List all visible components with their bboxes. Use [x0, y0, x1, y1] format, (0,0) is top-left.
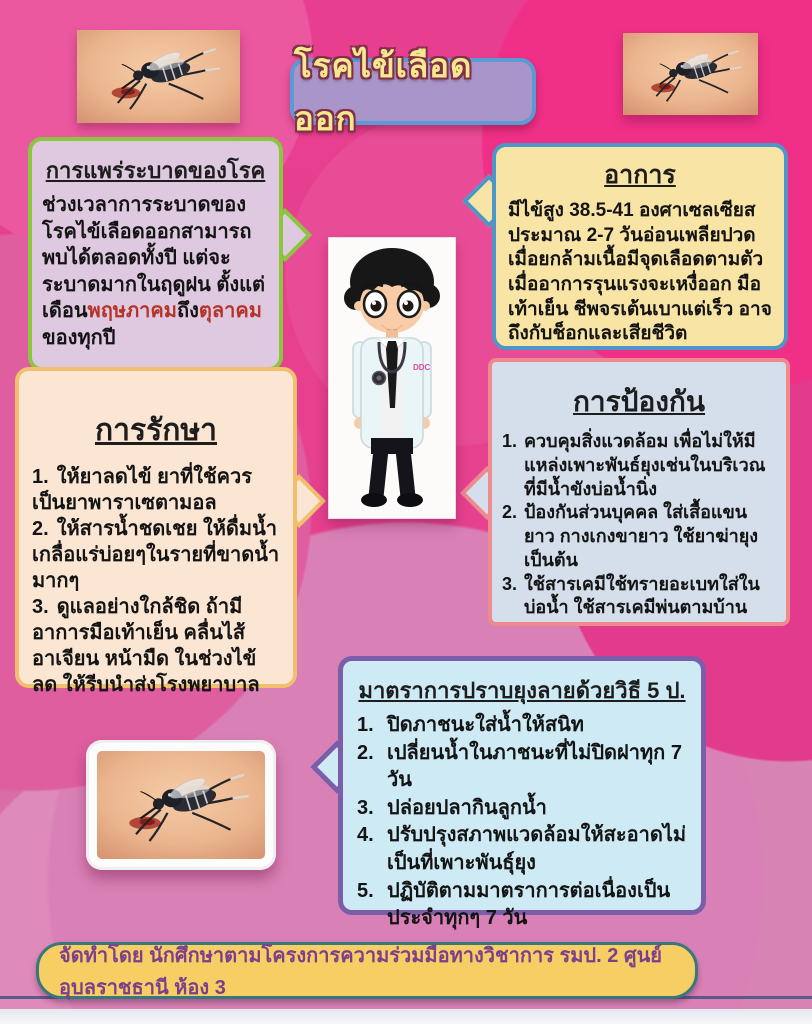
- measures-item: [357, 712, 687, 740]
- prevention-item-number: 3.: [502, 573, 518, 594]
- prevention-item-text: ป้องกันส่วนบุคคล ใส่เสื้อแขนยาว กางเกงขายาว ใช้ยาฆ่ายุง เป็นต้น: [524, 502, 759, 570]
- measures-item-text: เปลี่ยนน้ำในภาชนะที่ไม่ปิดฝาทุก 7 วัน: [387, 741, 682, 792]
- prevention-item: [502, 501, 776, 572]
- spread-heading: การแพร่ระบาดของโรค: [45, 158, 266, 183]
- page-bottom-edge: [0, 1009, 812, 1024]
- measures-item: [357, 795, 687, 823]
- doctor-badge-text: DDC: [413, 363, 431, 372]
- measures-section: [338, 656, 706, 930]
- spread-body-prefix: ช่วงเวลาการระบาดของโรคไข้เลือดออกสามารถพบได้ตลอดทั้งปี แต่จะระบาดมากในฤดูฝน ตั้งแต่เดือน: [42, 194, 266, 323]
- measures-item: [357, 822, 687, 877]
- mosquito-icon: [77, 30, 240, 123]
- doctor-illustration-panel: [328, 237, 456, 519]
- mosquito-icon: [97, 751, 265, 859]
- treatment-item-text: ให้สารน้ำชดเชย ให้ดื่มน้ำเกลื่อแร่บ่อยๆในรายที่ขาดน้ำมากๆ: [32, 518, 280, 592]
- mosquito-photo-top-right: [623, 33, 758, 115]
- spread-body: [42, 192, 269, 352]
- treatment-item-number: 3.: [32, 596, 49, 618]
- treatment-heading: การรักษา: [94, 414, 218, 447]
- measures-item: [357, 878, 687, 933]
- prevention-item: [502, 430, 776, 501]
- prevention-item-number: 1.: [502, 431, 518, 451]
- treatment-item-number: 1.: [32, 466, 49, 488]
- measures-item-number: 1.: [357, 714, 374, 736]
- treatment-item-text: ดูแลอย่างใกล้ชิด ถ้ามีอาการมือเท้าเย็น คลื่นไส้ อาเจียน หน้ามืด ในช่วงไข้ลด ให้รีบนำส่งโรงพยาบาล: [32, 596, 260, 696]
- measures-item-number: 2.: [357, 741, 374, 764]
- prevention-item-number: 2.: [502, 502, 518, 523]
- spread-body-suffix: ของทุกปี: [42, 326, 116, 349]
- spread-month-end: ตุลาคม: [198, 300, 262, 323]
- credit-text: จัดทำโดย นักศึกษาตามโครงการความร่วมมือทางวิชาการ รมป. 2 ศูนย์อุบลราชธานี ห้อง 3: [59, 944, 662, 999]
- spread-section: [28, 137, 283, 371]
- treatment-item-text: ให้ยาลดไข้ ยาที่ใช้ควรเป็นยาพาราเซตามอล: [32, 466, 252, 514]
- prevention-item: [502, 573, 776, 621]
- prevention-section: [488, 358, 790, 626]
- treatment-item: [32, 516, 280, 594]
- spread-month-start: พฤษภาคม: [87, 300, 177, 323]
- measures-item-number: 5.: [357, 879, 374, 902]
- treatment-item: [32, 464, 280, 516]
- measures-item: [357, 740, 687, 795]
- treatment-item-number: 2.: [32, 518, 49, 540]
- measures-heading: มาตราการปราบยุงลายด้วยวิธี 5 ป.: [358, 678, 686, 703]
- symptoms-heading: อาการ: [604, 161, 676, 189]
- prevention-heading: การป้องกัน: [572, 386, 706, 417]
- spread-body-mid: ถึง: [176, 300, 199, 323]
- page-title-text: โรคไข้เลือดออก: [294, 46, 473, 137]
- prevention-item-text: ควบคุมสิ่งแวดล้อม เพื่อไม่ให้มีแหล่งเพาะพันธ์ยุงเช่นในบริเวณที่มีน้ำขังบ่อน้ำนิ่ง: [524, 431, 766, 499]
- mosquito-icon: [623, 33, 758, 115]
- measures-item-text: ปฏิบัติตามมาตราการต่อเนื่องเป็นประจำทุกๆ 7 วัน: [387, 879, 671, 930]
- symptoms-body: มีไข้สูง 38.5-41 องศาเซลเซียส ประมาณ 2-7 วันอ่อนเพลียปวดเมื่อยกล้ามเนื้อมีจุดเลือดตามตัวเมื่ออาการรุนแรงจะเหงื่ออก มือเท้าเย็น ชีพจรเต้นเบาแต่เร็ว อาจถึงกับช็อกและเสียชีวิต: [508, 200, 772, 345]
- measures-item-number: 4.: [357, 824, 374, 847]
- mosquito-photo-top-left: [77, 30, 240, 123]
- symptoms-section: [492, 143, 788, 350]
- treatment-item: [32, 594, 280, 698]
- treatment-section: [15, 367, 297, 696]
- measures-item-text: ปรับปรุงสภาพแวดล้อมให้สะอาดไม่เป็นที่เพาะพันธุ์ยุง: [387, 824, 687, 874]
- prevention-item-text: ใช้สารเคมีใช้ทรายอะเบทใส่ในบ่อน้ำ ใช้สารเคมีพ่นตามบ้าน: [524, 573, 760, 618]
- page-title: [290, 46, 536, 137]
- credit-banner: [36, 942, 698, 999]
- mosquito-photo-bottom-frame: [86, 740, 276, 870]
- measures-item-text: ปิดภาชนะใส่น้ำให้สนิท: [387, 714, 584, 736]
- doctor-cartoon-icon: [329, 238, 455, 518]
- mosquito-photo-bottom: [97, 751, 265, 859]
- measures-item-number: 3.: [357, 796, 374, 819]
- measures-item-text: ปล่อยปลากินลูกน้ำ: [387, 796, 547, 819]
